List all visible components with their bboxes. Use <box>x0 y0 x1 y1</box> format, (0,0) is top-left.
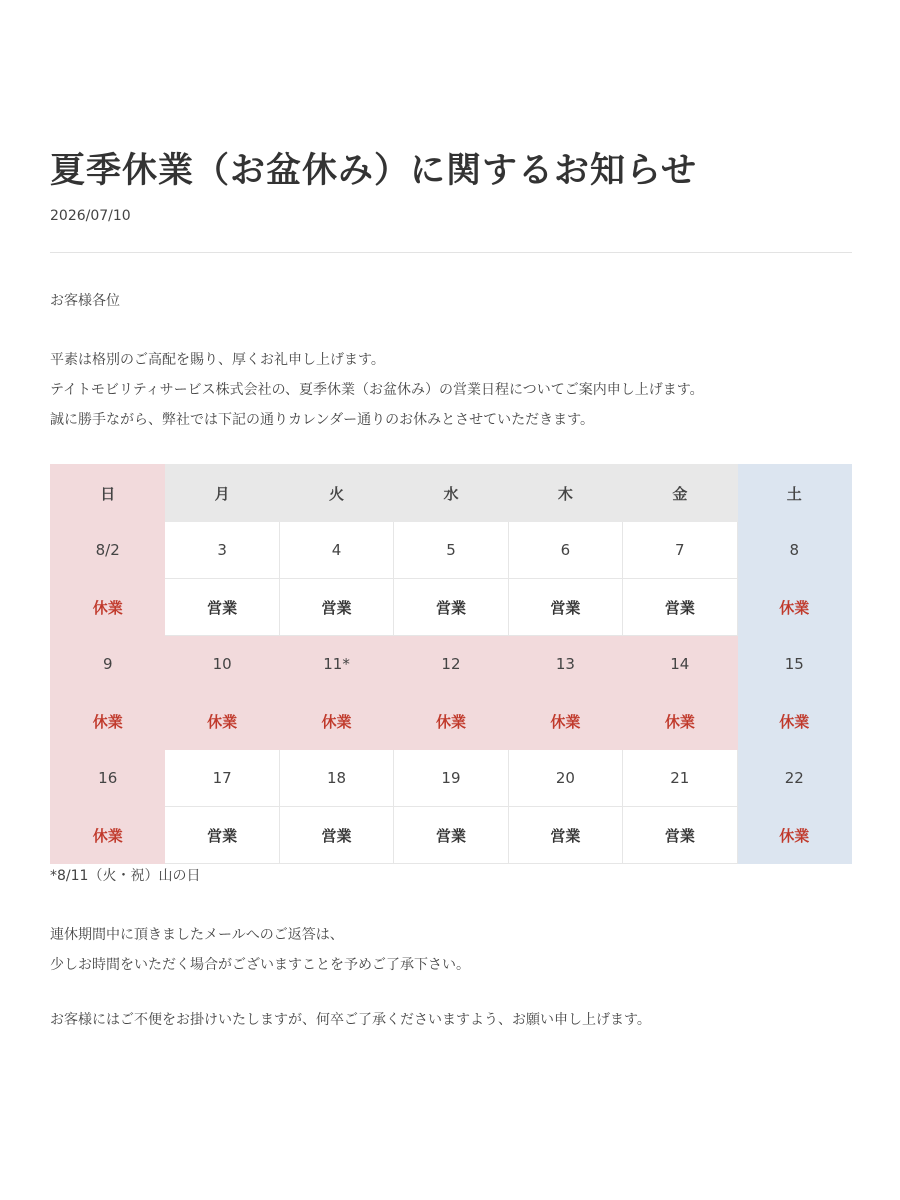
intro-line: 平素は格別のご高配を賜り、厚くお礼申し上げます。 <box>50 352 385 368</box>
calendar-date-cell: 8 <box>737 522 851 579</box>
calendar-status-cell <box>394 693 508 750</box>
date-row <box>51 522 852 579</box>
calendar-date-cell: 12 <box>394 636 508 693</box>
weekday-saturday: 土 <box>737 465 851 522</box>
calendar-status-cell <box>51 579 165 636</box>
open-label: 営業 <box>321 598 352 617</box>
calendar-status-cell <box>508 579 622 636</box>
closed-label: 休業 <box>779 826 810 845</box>
intro-line: テイトモビリティサービス株式会社の、夏季休業（お盆休み）の営業日程についてご案内申し上げます。 <box>50 382 704 398</box>
calendar-status-cell <box>279 693 393 750</box>
calendar-date-cell: 5 <box>394 522 508 579</box>
calendar-date-cell: 9 <box>51 636 165 693</box>
calendar-status-cell <box>508 693 622 750</box>
calendar-status-cell <box>623 807 737 864</box>
reply-notice-line: 少しお時間をいただく場合がございますことを予めご了承下さい。 <box>50 957 470 973</box>
calendar-date-cell: 16 <box>51 750 165 807</box>
holiday-footnote: *8/11（火・祝）山の日 <box>50 868 201 884</box>
open-label: 営業 <box>664 598 695 617</box>
closed-label: 休業 <box>92 826 123 845</box>
closed-label: 休業 <box>779 598 810 617</box>
holiday-calendar <box>50 464 852 864</box>
calendar-status-cell <box>394 807 508 864</box>
open-label: 営業 <box>550 826 581 845</box>
salutation: お客様各位 <box>50 293 120 309</box>
calendar-date-cell: 14 <box>623 636 737 693</box>
weekday-wednesday: 水 <box>394 465 508 522</box>
date-row <box>51 636 852 693</box>
weekday-header-row <box>51 465 852 522</box>
open-label: 営業 <box>435 598 466 617</box>
intro-line: 誠に勝手ながら、弊社では下記の通りカレンダー通りのお休みとさせていただきます。 <box>50 412 594 428</box>
reply-notice-line: 連休期間中に頂きましたメールへのご返答は、 <box>50 927 344 943</box>
calendar-status-cell <box>737 807 851 864</box>
calendar-date-cell: 22 <box>737 750 851 807</box>
post-date: 2026/07/10 <box>50 208 131 224</box>
calendar-date-cell: 6 <box>508 522 622 579</box>
calendar-date-cell: 10 <box>165 636 279 693</box>
calendar-date-cell: 4 <box>279 522 393 579</box>
calendar-status-cell <box>165 579 279 636</box>
closing-message: お客様にはご不便をお掛けいたしますが、何卒ご了承くださいますよう、お願い申し上げます。 <box>50 1012 651 1028</box>
closed-label: 休業 <box>321 712 352 731</box>
weekday-sunday: 日 <box>51 465 165 522</box>
calendar-status-cell <box>165 693 279 750</box>
calendar-date-cell: 20 <box>508 750 622 807</box>
open-label: 営業 <box>207 598 238 617</box>
closed-label: 休業 <box>207 712 238 731</box>
closed-label: 休業 <box>92 712 123 731</box>
page-title: 夏季休業（お盆休み）に関するお知らせ <box>50 151 697 191</box>
calendar-date-cell: 3 <box>165 522 279 579</box>
reply-notice <box>50 920 470 980</box>
calendar-status-cell <box>623 693 737 750</box>
closed-label: 休業 <box>435 712 466 731</box>
status-row <box>51 807 852 864</box>
calendar-status-cell <box>623 579 737 636</box>
calendar-status-cell <box>508 807 622 864</box>
closed-label: 休業 <box>92 598 123 617</box>
calendar-date-cell: 11* <box>279 636 393 693</box>
calendar-status-cell <box>165 807 279 864</box>
weekday-thursday: 木 <box>508 465 622 522</box>
date-row <box>51 750 852 807</box>
status-row <box>51 579 852 636</box>
open-label: 営業 <box>321 826 352 845</box>
closed-label: 休業 <box>550 712 581 731</box>
open-label: 営業 <box>664 826 695 845</box>
calendar-status-cell <box>51 807 165 864</box>
open-label: 営業 <box>550 598 581 617</box>
weekday-monday: 月 <box>165 465 279 522</box>
calendar-status-cell <box>737 579 851 636</box>
divider <box>50 252 852 253</box>
calendar-date-cell: 13 <box>508 636 622 693</box>
calendar-date-cell: 15 <box>737 636 851 693</box>
closed-label: 休業 <box>664 712 695 731</box>
open-label: 営業 <box>207 826 238 845</box>
status-row <box>51 693 852 750</box>
calendar-status-cell <box>279 807 393 864</box>
calendar-date-cell: 8/2 <box>51 522 165 579</box>
calendar-body <box>51 522 852 864</box>
intro-paragraph <box>50 345 704 435</box>
calendar-date-cell: 7 <box>623 522 737 579</box>
calendar-date-cell: 19 <box>394 750 508 807</box>
calendar-date-cell: 18 <box>279 750 393 807</box>
open-label: 営業 <box>435 826 466 845</box>
calendar-date-cell: 21 <box>623 750 737 807</box>
calendar-status-cell <box>279 579 393 636</box>
closed-label: 休業 <box>779 712 810 731</box>
weekday-friday: 金 <box>623 465 737 522</box>
calendar-status-cell <box>394 579 508 636</box>
calendar-status-cell <box>737 693 851 750</box>
weekday-tuesday: 火 <box>279 465 393 522</box>
calendar-status-cell <box>51 693 165 750</box>
calendar-date-cell: 17 <box>165 750 279 807</box>
